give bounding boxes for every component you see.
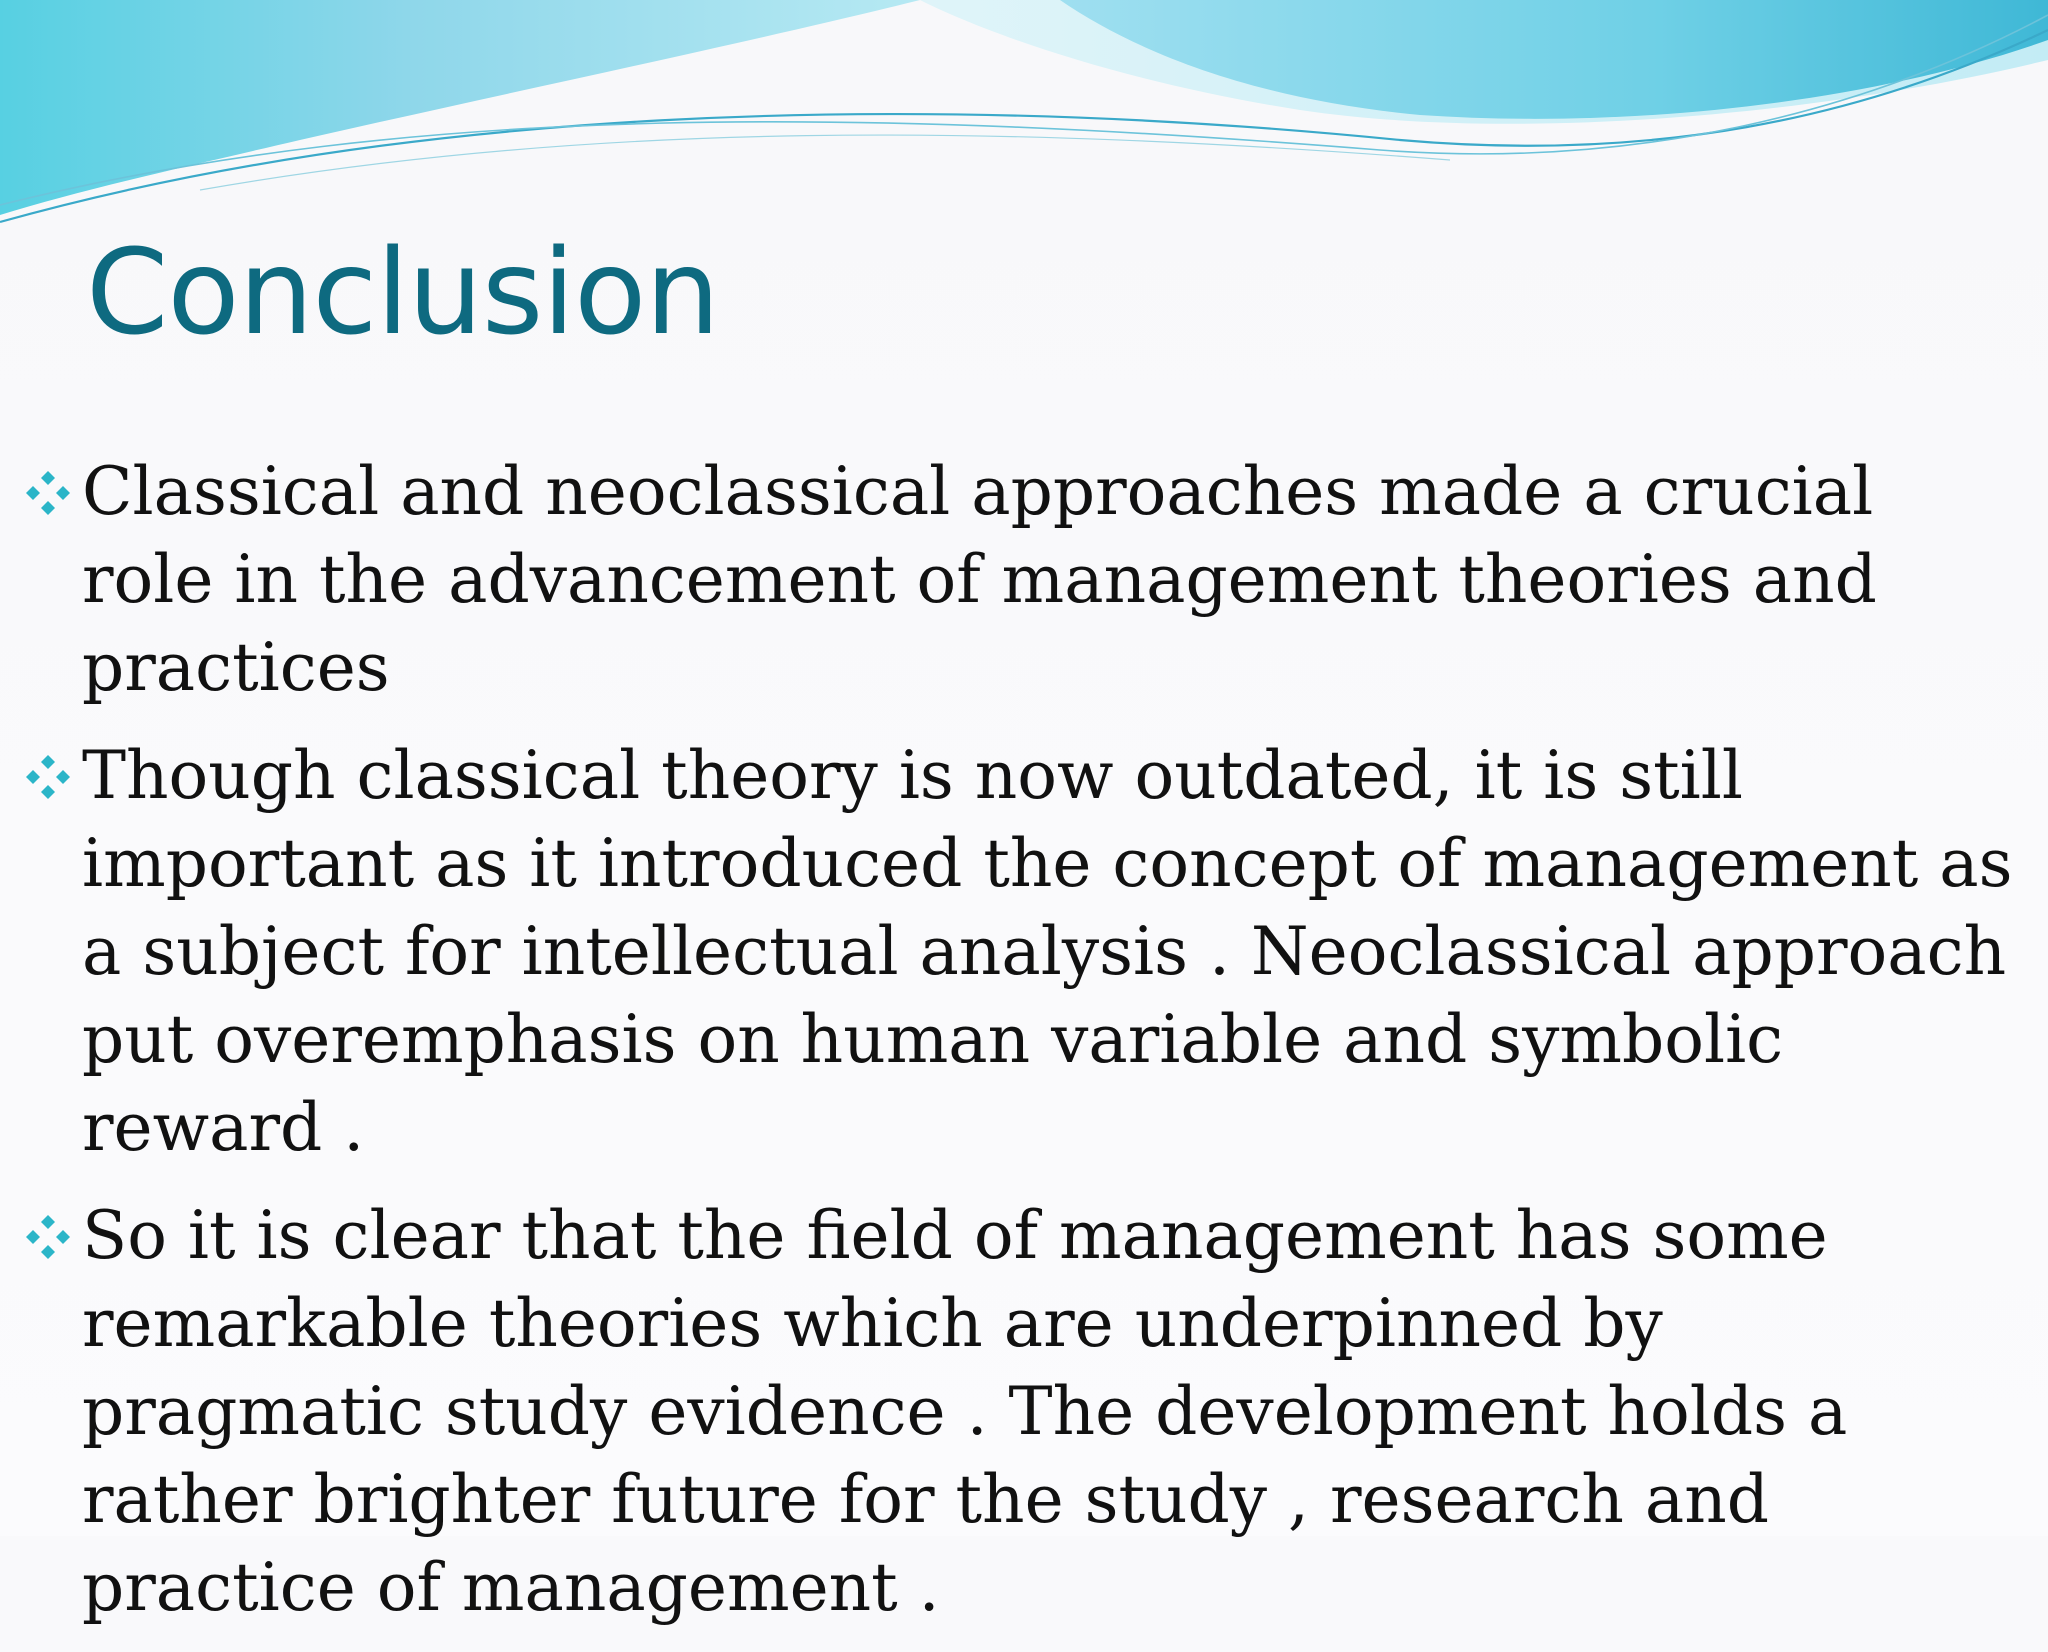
bullet-text: So it is clear that the field of management has some remarkable theories which are underpinned by pragmatic study evidence . The development holds a rather brighter future for the study , research and practice of management . — [82, 1197, 1848, 1626]
bullet-item — [24, 448, 2014, 712]
header-wave-decoration — [0, 0, 2048, 240]
diamond-cluster-icon — [24, 469, 72, 517]
slide-title: Conclusion — [86, 223, 720, 361]
bullet-list — [24, 448, 2014, 1652]
bullet-item — [24, 1192, 2014, 1632]
bullet-item — [24, 732, 2014, 1172]
bullet-text: Though classical theory is now outdated, it is still important as it introduced the concept of management as a subject for intellectual analysis . Neoclassical approach put overemphasis on human variable and symbolic reward . — [82, 737, 2013, 1166]
bullet-text: Classical and neoclassical approaches made a crucial role in the advancement of management theories and practices — [82, 453, 1877, 706]
diamond-cluster-icon — [24, 1213, 72, 1261]
diamond-cluster-icon — [24, 753, 72, 801]
